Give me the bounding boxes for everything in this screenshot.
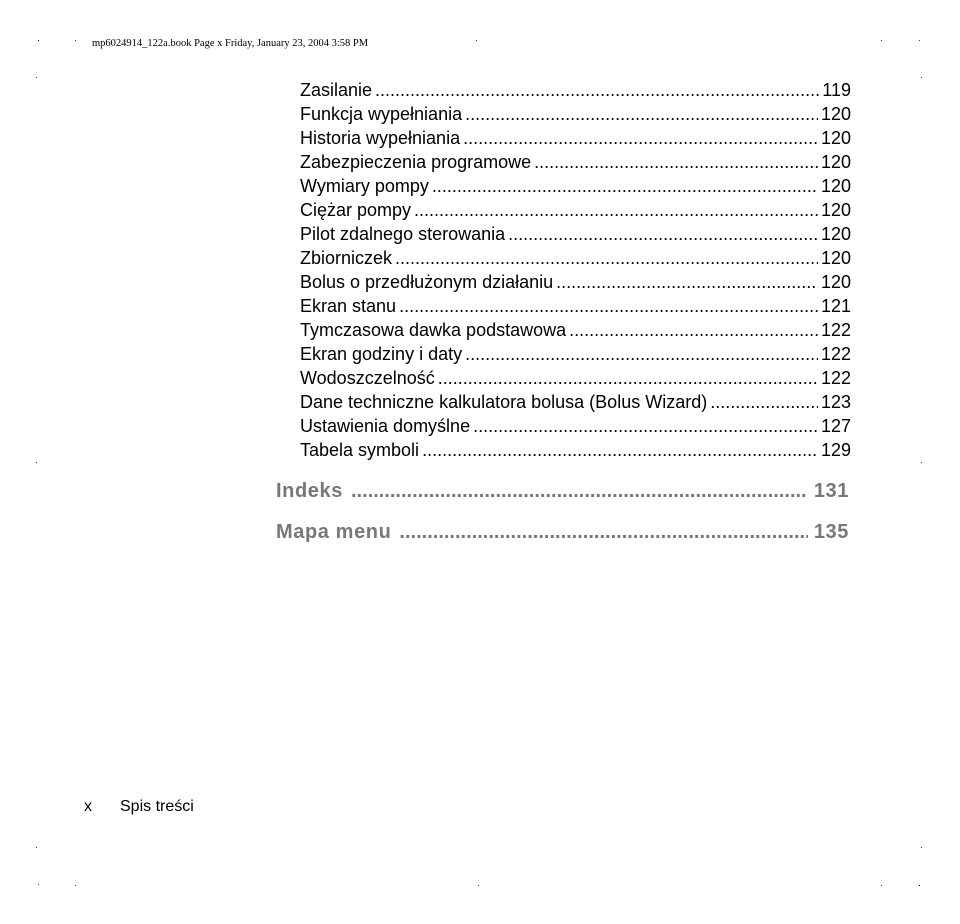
toc-entry-page: 120 [820,152,851,172]
toc-entry-title: Ustawienia domyślne [300,416,471,436]
toc-entry-title: Dane techniczne kalkulatora bolusa (Bolus Wizard) [300,392,708,412]
toc-entry[interactable] [300,126,851,150]
toc-entry-title: Tymczasowa dawka podstawowa [300,320,567,340]
toc-entry[interactable] [300,414,851,438]
toc-entry-page: 119 [822,80,851,100]
toc-chapter-page: 131 [813,480,849,502]
toc-leader-dots [508,222,818,246]
starburst-mark-icon [38,40,39,41]
toc-entry-page: 120 [820,200,851,220]
toc-leader-dots [399,518,807,546]
toc-leader-dots [556,270,818,294]
toc-leader-dots [465,342,818,366]
toc-entry-title: Funkcja wypełniania [300,104,463,124]
toc-entry[interactable] [300,222,851,246]
toc-chapter-entry[interactable] [276,518,849,546]
crosshair-target-icon [881,885,882,886]
toc-entry-title: Zbiorniczek [300,248,393,268]
crosshair-target-icon [478,885,479,886]
toc-leader-dots [351,477,808,505]
toc-entry-page: 120 [820,248,851,268]
toc-entry[interactable] [300,342,851,366]
toc-entry[interactable] [300,246,851,270]
toc-entry-title: Bolus o przedłużonym działaniu [300,272,554,292]
toc-leader-dots [534,150,818,174]
toc-entry[interactable] [300,294,851,318]
toc-entry[interactable] [300,390,851,414]
toc-entry[interactable] [300,438,851,462]
toc-entry-page: 121 [820,296,851,316]
toc-entry-page: 129 [820,440,851,460]
toc-leader-dots [375,78,819,102]
crosshair-target-icon [36,462,37,463]
toc-leader-dots [710,390,818,414]
book-header-note: mp6024914_122a.book Page x Friday, January 23, 2004 3:58 PM [92,38,369,49]
toc-entry[interactable] [300,270,851,294]
crosshair-target-icon [921,77,922,78]
toc-chapter-title: Indeks [276,480,343,502]
toc-chapter-entry[interactable] [276,477,849,505]
crosshair-target-icon [476,40,477,41]
toc-entry-page: 120 [820,176,851,196]
toc-entry[interactable] [300,198,851,222]
toc-entry-page: 122 [820,320,851,340]
toc-entry-title: Ekran godziny i daty [300,344,463,364]
toc-entry-page: 122 [820,368,851,388]
toc-entry[interactable] [300,174,851,198]
toc-entry[interactable] [300,318,851,342]
toc-leader-dots [438,366,818,390]
toc-leader-dots [399,294,818,318]
crosshair-target-icon [75,885,76,886]
toc-entry-page: 120 [820,104,851,124]
toc-leader-dots [414,198,818,222]
toc-entry[interactable] [300,78,851,102]
toc-leader-dots [569,318,818,342]
toc-chapter-title: Mapa menu [276,521,392,543]
toc-leader-dots [422,438,818,462]
toc-entry-title: Ciężar pompy [300,200,412,220]
toc-entry-title: Zabezpieczenia programowe [300,152,532,172]
toc-chapter-index [276,477,849,505]
toc-leader-dots [432,174,818,198]
solid-dot-mark-icon [919,40,920,41]
toc-entry-title: Zasilanie [300,80,373,100]
toc-entry-page: 127 [820,416,851,436]
toc-leader-dots [395,246,818,270]
toc-entry[interactable] [300,102,851,126]
toc-entry-title: Tabela symboli [300,440,420,460]
crosshair-target-icon [36,77,37,78]
footer-section-title: Spis treści [120,798,194,815]
toc-entry-title: Wymiary pompy [300,176,429,196]
toc-entry[interactable] [300,366,851,390]
toc-entry-page: 122 [820,344,851,364]
toc-leader-dots [463,126,818,150]
toc-list [300,78,851,462]
toc-leader-dots [473,414,818,438]
toc-leader-dots [465,102,818,126]
toc-entry-title: Pilot zdalnego sterowania [300,224,506,244]
toc-entry-page: 120 [820,224,851,244]
toc-entry-title: Historia wypełniania [300,128,461,148]
toc-entry-page: 123 [820,392,851,412]
toc-entry-page: 120 [820,128,851,148]
footer-page-number: x [84,798,92,815]
crosshair-target-icon [36,847,37,848]
toc-chapter-page: 135 [813,521,849,543]
toc-entry-title: Ekran stanu [300,296,397,316]
starburst-mark-icon [919,885,920,886]
toc-entry-title: Wodoszczelność [300,368,435,388]
solid-dot-mark-icon [38,884,39,885]
crosshair-target-icon [921,462,922,463]
crosshair-target-icon [881,40,882,41]
toc-entry-page: 120 [820,272,851,292]
toc-chapter-menu-map [276,518,849,546]
crosshair-target-icon [921,847,922,848]
toc-entry[interactable] [300,150,851,174]
crosshair-target-icon [75,40,76,41]
